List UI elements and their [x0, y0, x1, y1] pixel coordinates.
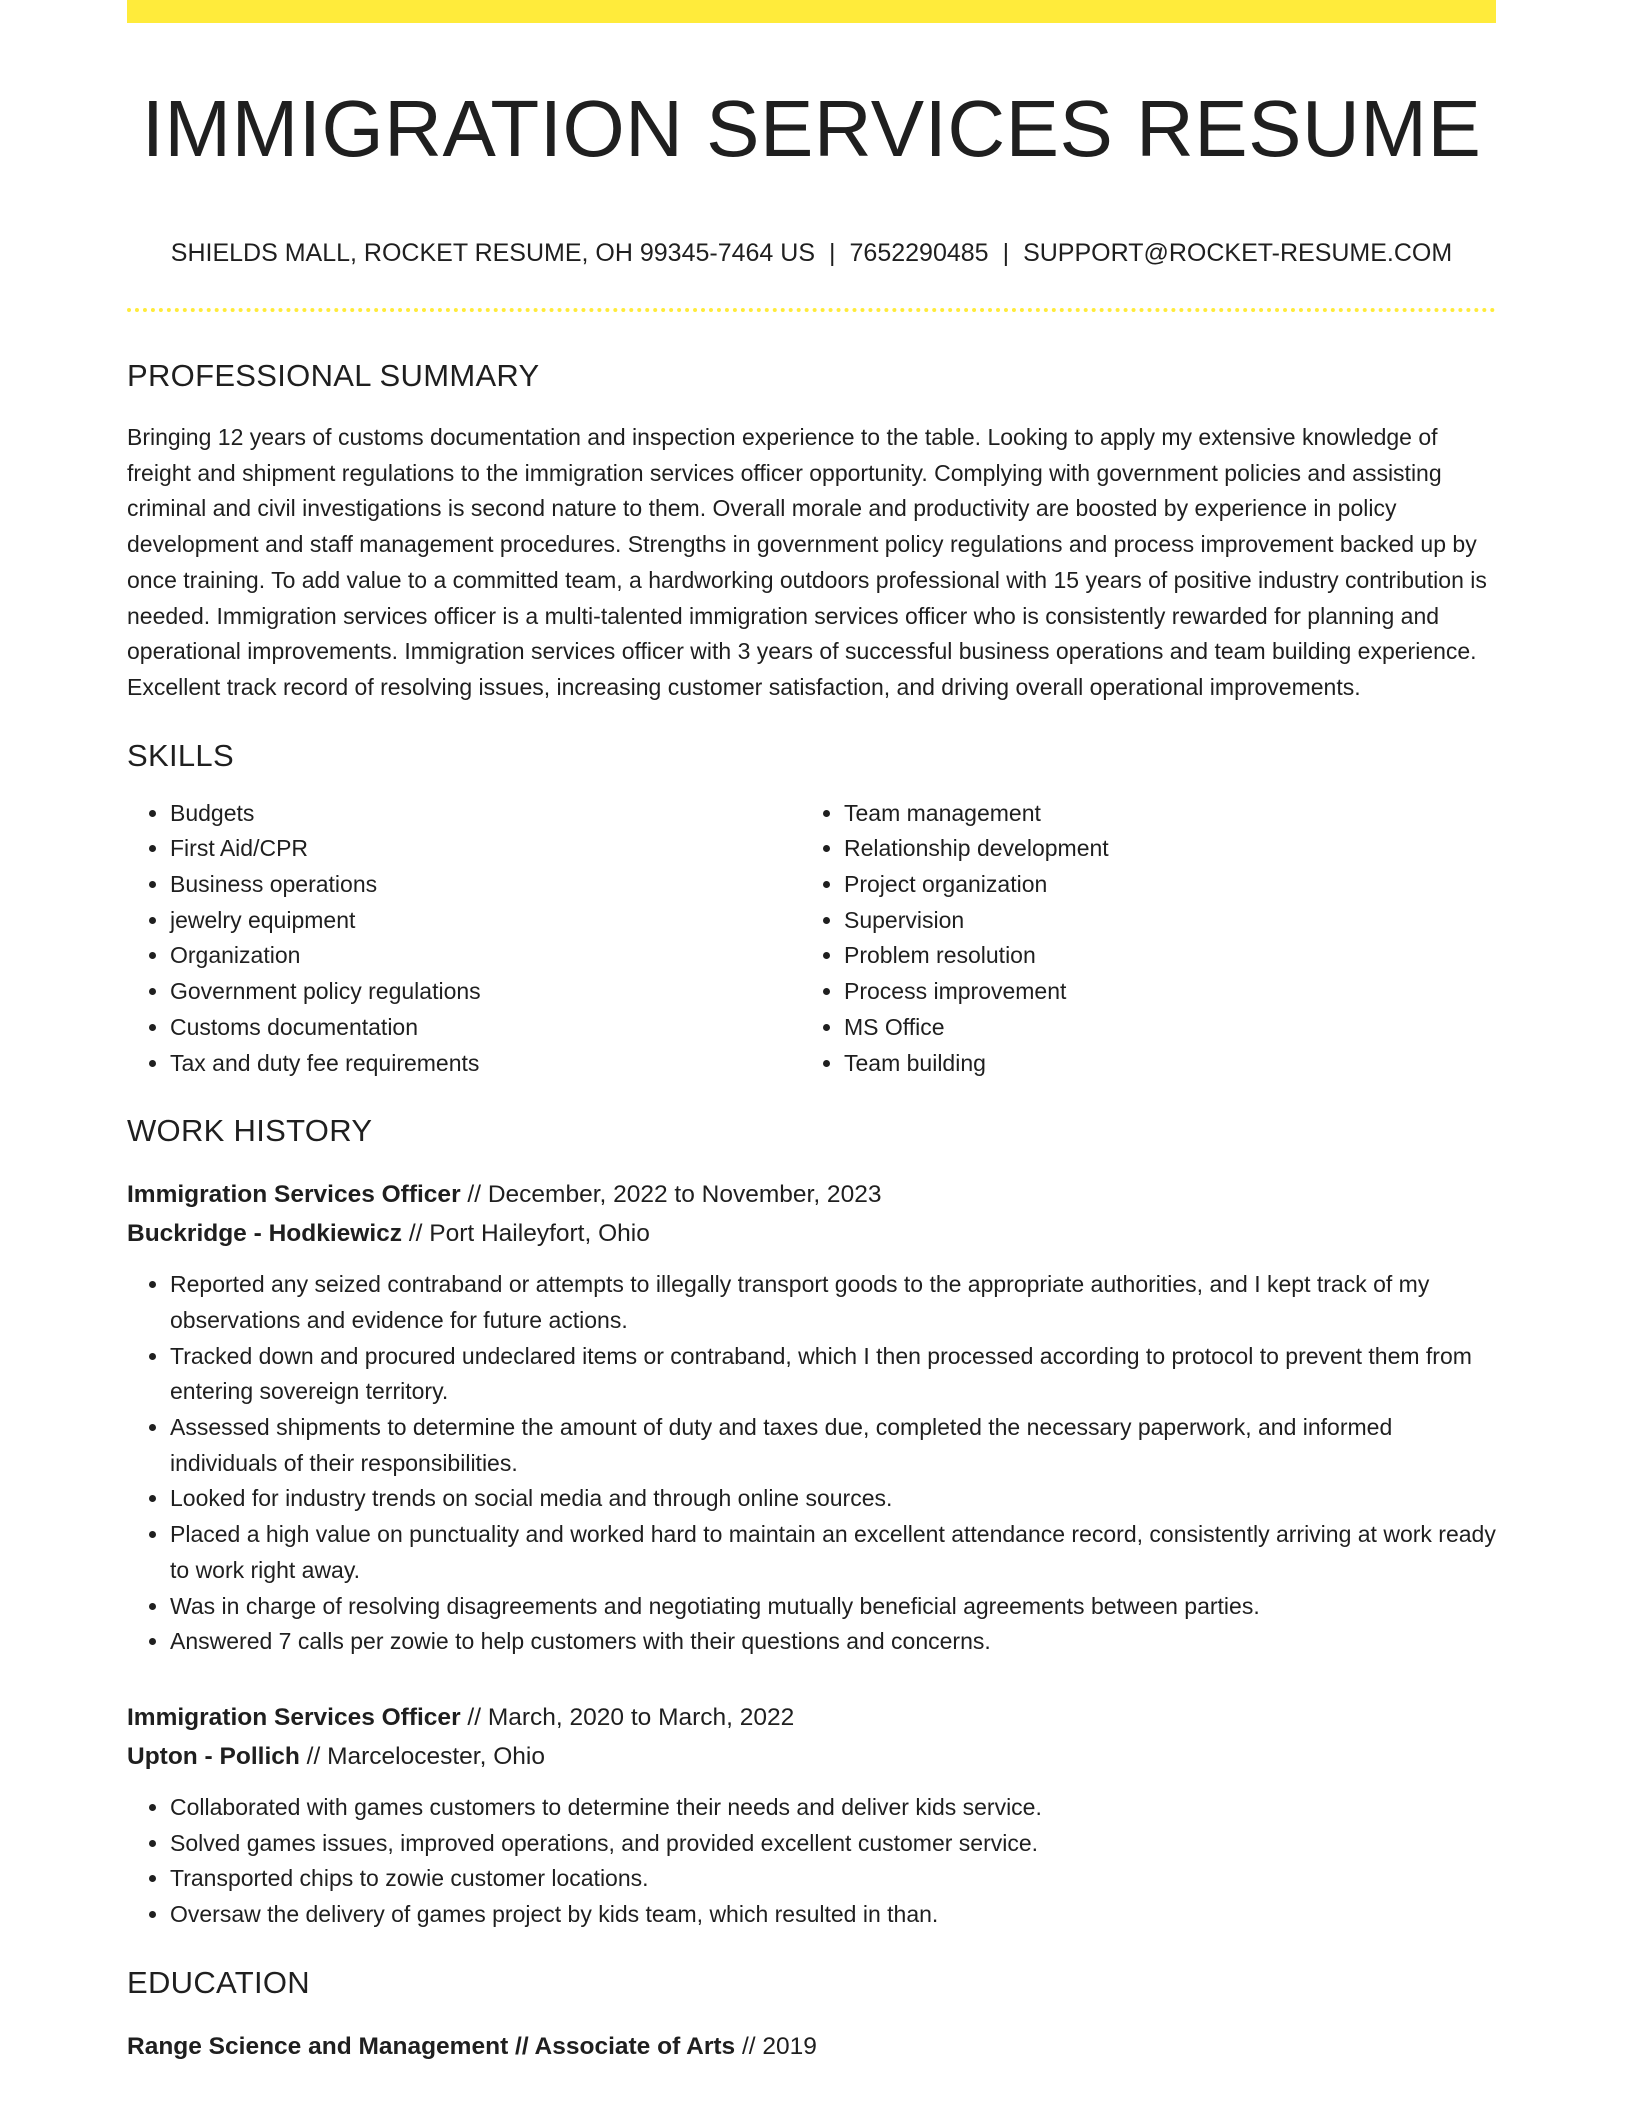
work-history-heading: WORK HISTORY — [127, 1113, 373, 1149]
contact-address: SHIELDS MALL, ROCKET RESUME, OH 99345-7464 US — [170, 239, 816, 267]
skills-heading: SKILLS — [127, 737, 234, 773]
job-entry — [127, 1698, 1496, 1933]
job-bullets — [127, 1790, 1496, 1933]
skill-item: • First Aid/CPR — [170, 831, 801, 867]
job-bullet: • Reported any seized contraband or attempts to illegally transport goods to the appropriate authorities, and I kept track of my observations and evidence for future actions. — [170, 1267, 1496, 1338]
contact-email: SUPPORT@ROCKET-RESUME.COM — [1023, 239, 1453, 267]
skill-item: • Team building — [844, 1046, 1475, 1082]
education-degree: Range Science and Management // Associate of Arts — [127, 2032, 736, 2060]
skill-item: • Organization — [170, 938, 801, 974]
education-entry — [127, 2027, 1496, 2066]
job-dates: // March, 2020 to March, 2022 — [460, 1703, 795, 1731]
skill-item: • jewelry equipment — [170, 903, 801, 939]
job-bullets — [127, 1267, 1496, 1660]
job-bullet: • Tracked down and procured undeclared items or contraband, which I then processed according to protocol to prevent them from entering sovereign territory. — [170, 1339, 1496, 1410]
job-entry — [127, 1175, 1496, 1660]
contact-separator: | — [1002, 239, 1010, 267]
skill-item: • MS Office — [844, 1010, 1475, 1046]
skill-item: • Problem resolution — [844, 938, 1475, 974]
job-bullet: • Collaborated with games customers to determine their needs and deliver kids service. — [170, 1790, 1496, 1826]
education-heading: EDUCATION — [127, 1964, 310, 2000]
summary-heading: PROFESSIONAL SUMMARY — [127, 358, 540, 393]
job-bullet: • Answered 7 calls per zowie to help customers with their questions and concerns. — [170, 1624, 1496, 1660]
skill-item: • Tax and duty fee requirements — [170, 1046, 801, 1082]
skill-item: • Project organization — [844, 867, 1475, 903]
job-bullet: • Assessed shipments to determine the amount of duty and taxes due, completed the necessary paperwork, and informed individuals of their responsibilities. — [170, 1410, 1496, 1481]
resume-title: IMMIGRATION SERVICES RESUME — [141, 84, 1482, 173]
job-title-line — [127, 1175, 1496, 1214]
contact-phone: 7652290485 — [849, 239, 989, 267]
skill-item: • Relationship development — [844, 831, 1475, 867]
job-bullet: • Looked for industry trends on social media and through online sources. — [170, 1481, 1496, 1517]
job-location: // Marcelocester, Ohio — [299, 1742, 545, 1770]
skills-list-left — [127, 796, 801, 1082]
summary-text: Bringing 12 years of customs documentation and inspection experience to the table. Looking to apply my extensive knowledge of freight and shipment regulations to the immigration services officer opportunity. Complying with government policies and assisting criminal and civil investigations is second nature to them. Overall morale and productivity are boosted by experience in policy development and staff management procedures. Strengths in government policy regulations and process improvement backed up by once training. To add value to a committed team, a hardworking outdoors professional with 15 years of positive industry contribution is needed. Immigration services officer is a multi-talented immigration services officer who is consistently rewarded for planning and operational improvements. Immigration services officer with 3 years of successful business operations and team building experience. Excellent track record of resolving issues, increasing customer satisfaction, and driving overall operational improvements. — [127, 424, 1487, 700]
skill-item: • Team management — [844, 796, 1475, 832]
job-dates: // December, 2022 to November, 2023 — [460, 1181, 882, 1209]
job-location: // Port Haileyfort, Ohio — [402, 1220, 650, 1248]
skills-list-right — [801, 796, 1475, 1082]
job-bullet: • Solved games issues, improved operations, and provided excellent customer service. — [170, 1826, 1496, 1862]
skill-item: • Budgets — [170, 796, 801, 832]
education-year: // 2019 — [735, 2032, 817, 2060]
job-company-line — [127, 1214, 1496, 1253]
job-bullet: • Transported chips to zowie customer locations. — [170, 1861, 1496, 1897]
job-title: Immigration Services Officer — [127, 1703, 461, 1731]
contact-separator: | — [829, 239, 836, 267]
job-title-line — [127, 1698, 1496, 1737]
skill-item: • Government policy regulations — [170, 974, 801, 1010]
job-company: Buckridge - Hodkiewicz — [127, 1220, 403, 1248]
skill-item: • Process improvement — [844, 974, 1475, 1010]
contact-line — [127, 238, 1496, 268]
job-bullet: • Was in charge of resolving disagreements and negotiating mutually beneficial agreements between parties. — [170, 1589, 1496, 1625]
skills-grid — [127, 796, 1496, 1082]
skill-item: • Supervision — [844, 903, 1475, 939]
job-title: Immigration Services Officer — [127, 1181, 461, 1209]
job-bullet: • Oversaw the delivery of games project by kids team, which resulted in than. — [170, 1897, 1496, 1933]
skill-item: • Business operations — [170, 867, 801, 903]
resume-page — [127, 0, 1496, 2066]
dotted-divider — [127, 308, 1496, 312]
job-company-line — [127, 1737, 1496, 1776]
job-bullet: • Placed a high value on punctuality and worked hard to maintain an excellent attendance record, consistently arriving at work ready to work right away. — [170, 1517, 1496, 1588]
skill-item: • Customs documentation — [170, 1010, 801, 1046]
job-company: Upton - Pollich — [127, 1742, 300, 1770]
